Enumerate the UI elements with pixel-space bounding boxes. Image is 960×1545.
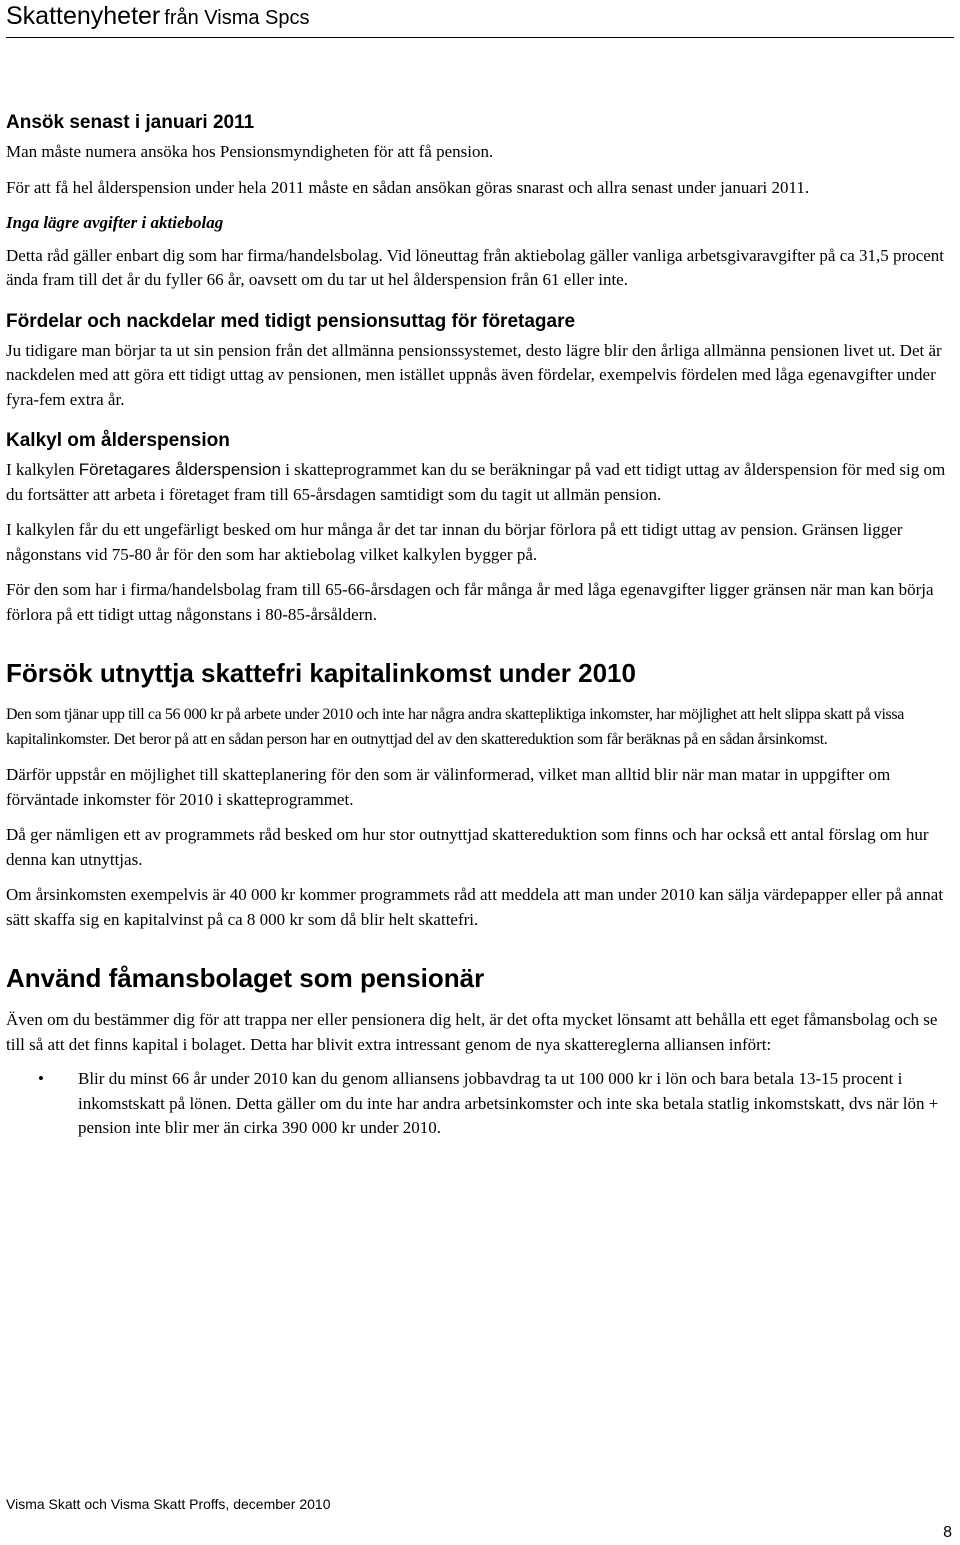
paragraph: Även om du bestämmer dig för att trappa ner eller pensionera dig helt, är det ofta mycket lönsamt att behålla ett eget fåmansbolag och se till så att det finns kapital i bolaget. Detta har blivit extra intressant genom de nya skattereglerna alliansen infört: <box>6 1010 938 1054</box>
paragraph: Då ger nämligen ett av programmets råd besked om hur stor outnyttjad skattereduktion som finns och har också ett antal förslag om hur denna kan utnyttjas. <box>6 825 929 869</box>
heading-inga-lagre: Inga lägre avgifter i aktiebolag <box>6 213 224 232</box>
list-item <box>38 1067 956 1141</box>
article-body <box>6 110 956 1141</box>
calc-name: Företagares ålderspension <box>78 460 281 479</box>
paragraph: Den som tjänar upp till ca 56 000 kr på arbete under 2010 och inte har några andra skattepliktiga inkomster, har möjlighet att helt slippa skatt på vissa kapitalinkomster. Det beror på att en sådan person har en outnyttjad del av den skattereduktion som får beräknas på en sådan årsinkomst. <box>6 706 904 748</box>
paragraph: För den som har i firma/handelsbolag fram till 65-66-årsdagen och får många år med låga egenavgifter ligger gränsen när man kan börja förlora på ett tidigt uttag någonstans i 80-85-årsåldern. <box>6 580 934 624</box>
paragraph: Detta råd gäller enbart dig som har firma/handelsbolag. Vid löneuttag från aktiebolag gäller vanliga arbetsgivaravgifter på ca 31,5 procent ända fram till det år du fyller 66 år, oavsett om du tar ut hel ålderspension från 61 eller inte. <box>6 245 945 289</box>
heading-fordelar: Fördelar och nackdelar med tidigt pensionsuttag för företagare <box>6 310 576 332</box>
paragraph: Om årsinkomsten exempelvis är 40 000 kr kommer programmets råd att meddela att man under 2010 kan sälja värdepapper eller på annat sätt skaffa sig en kapitalvinst på ca 8 000 kr som då blir helt skattefri. <box>6 885 944 929</box>
header-title: Skattenyheter <box>6 2 161 30</box>
list-item-text: Blir du minst 66 år under 2010 kan du genom alliansens jobbavdrag ta ut 100 000 kr i lön och bara betala 13-15 procent i inkomstskatt på lönen. Detta gäller om du inte har andra arbetsinkomster och inte ska betala statlig inkomstskatt, dvs när lön + pension inte blir mer än cirka 390 000 kr under 2010. <box>78 1069 939 1137</box>
header-subtitle: från Visma Spcs <box>164 7 310 29</box>
paragraph: Man måste numera ansöka hos Pensionsmyndigheten för att få pension. <box>6 142 494 161</box>
page-footer: Visma Skatt och Visma Skatt Proffs, december 2010 <box>6 1496 331 1512</box>
paragraph: Ju tidigare man börjar ta ut sin pension från det allmänna pensionssystemet, desto lägre blir den årliga allmänna pensionen livet ut. Det är nackdelen med att göra ett tidigt uttag av pensionen, men istället uppnås även fördelar, exempelvis fördelen med låga egenavgifter under fyra-fem extra år. <box>6 340 942 409</box>
heading-ansok: Ansök senast i januari 2011 <box>6 112 255 133</box>
page-header <box>6 2 954 38</box>
paragraph: Därför uppstår en möjlighet till skatteplanering för den som är välinformerad, vilket man alltid blir när man matar in uppgifter om förväntade inkomster för 2010 i skatteprogrammet. <box>6 765 891 809</box>
paragraph: I kalkylen får du ett ungefärligt besked om hur många år det tar innan du börjar förlora på ett tidigt uttag av pension. Gränsen ligger någonstans vid 75-80 år för den som har aktiebolag vilket kalkylen bygger på. <box>6 520 903 564</box>
heading-forsok: Försök utnyttja skattefri kapitalinkomst under 2010 <box>6 658 636 688</box>
text: I kalkylen <box>6 460 79 479</box>
text: i skatteprogrammet kan du se beräkningar på vad ett tidigt uttag av ålderspension för med sig om du fortsätter att arbeta i företaget fram till 65-årsdagen samtidigt som du tagit ut allmän pension. <box>6 460 946 504</box>
bullet-icon: • <box>38 1069 44 1088</box>
paragraph: För att få hel ålderspension under hela 2011 måste en sådan ansökan göras snarast och allra senast under januari 2011. <box>6 177 810 197</box>
heading-anvand: Använd fåmansbolaget som pensionär <box>6 963 485 993</box>
page-number: 8 <box>943 1524 952 1541</box>
bullet-list <box>6 1067 956 1141</box>
paragraph-kalkyl <box>6 458 956 507</box>
heading-kalkyl: Kalkyl om ålderspension <box>6 430 230 451</box>
